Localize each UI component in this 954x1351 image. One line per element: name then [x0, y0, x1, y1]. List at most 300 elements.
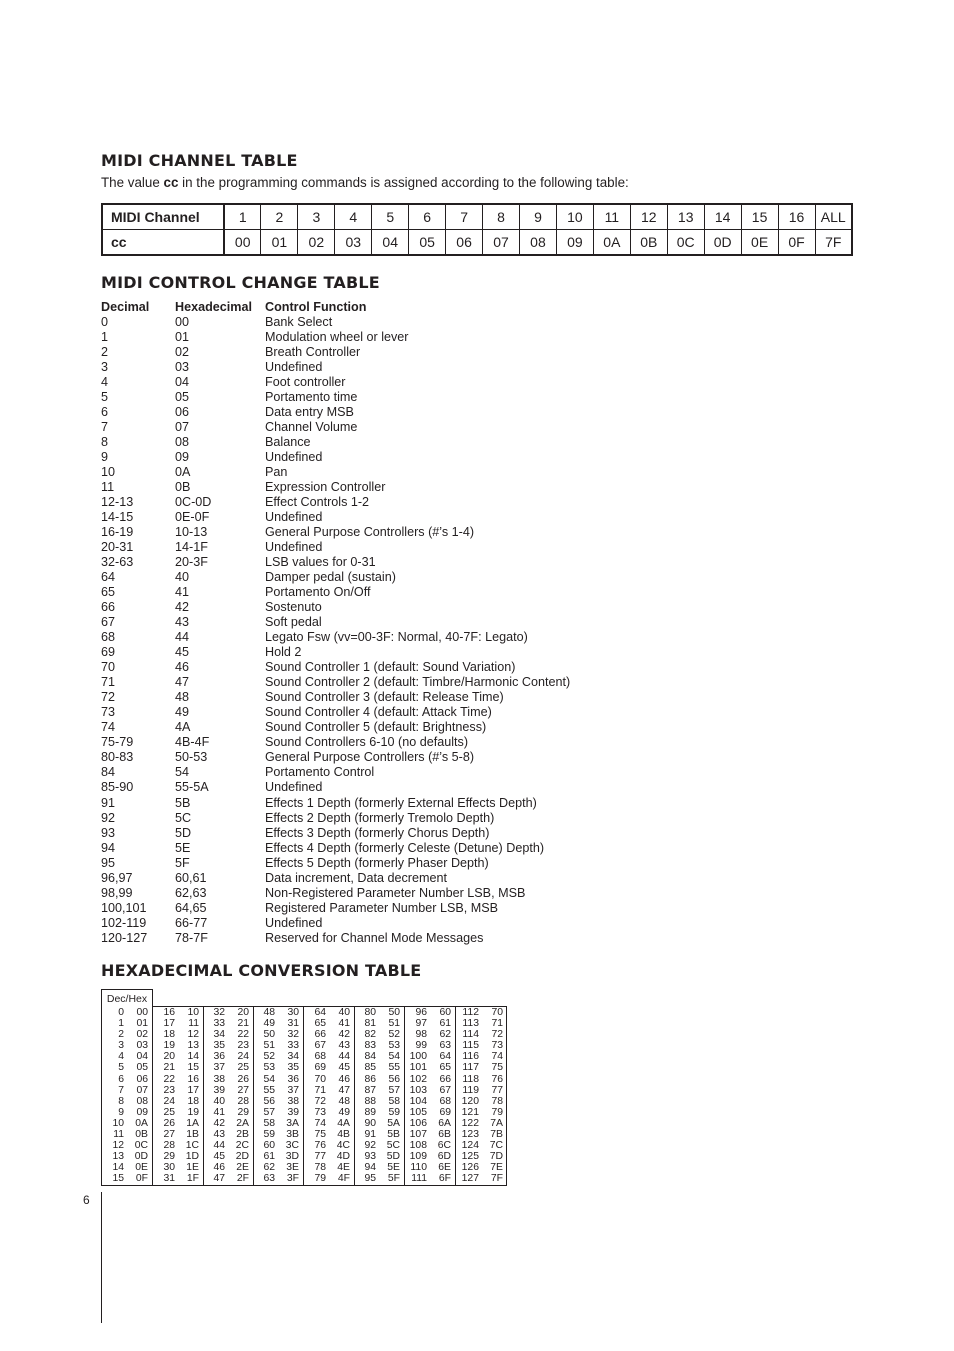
- hex-pair: [204, 1085, 253, 1096]
- hex-value: 5C: [175, 810, 192, 825]
- midi-channel-cell: 6: [409, 204, 446, 230]
- hex-value: 10-13: [175, 525, 208, 540]
- hex-decimal: 60: [263, 1140, 275, 1152]
- hex-value: 40: [175, 570, 190, 585]
- channel-table-title: MIDI CHANNEL TABLE: [101, 151, 298, 170]
- hex-hex: 63: [439, 1040, 451, 1052]
- midi-channel-cell: 15: [741, 204, 778, 230]
- hex-value: 66-77: [175, 915, 208, 930]
- hex-decimal: 102: [409, 1073, 427, 1085]
- hex-pair: [153, 1096, 203, 1107]
- hex-hex: 67: [439, 1084, 451, 1096]
- hex-pair: [153, 1140, 203, 1151]
- hex-decimal: 118: [462, 1073, 479, 1085]
- control-change-row: [101, 735, 601, 750]
- hex-decimal: 27: [163, 1129, 175, 1141]
- hex-pair: [456, 1118, 507, 1129]
- hex-hex: 70: [491, 1007, 503, 1018]
- hex-pair: [204, 1074, 253, 1085]
- hex-decimal: 55: [263, 1084, 275, 1096]
- hex-pair: [254, 1096, 303, 1107]
- decimal-value: 98,99: [101, 885, 133, 900]
- hex-decimal: 98: [415, 1029, 427, 1041]
- hex-hex: 23: [237, 1040, 249, 1052]
- hex-value: 47: [175, 675, 190, 690]
- hex-hex: 7E: [490, 1162, 503, 1174]
- control-function: Sound Controller 4 (default: Attack Time): [265, 705, 492, 720]
- hex-value: 03: [175, 360, 190, 375]
- midi-channel-cell: 2: [261, 204, 298, 230]
- hex-pair: [101, 1040, 152, 1051]
- control-function: Sostenuto: [265, 600, 322, 615]
- hex-pair: [204, 1040, 253, 1051]
- cc-value-cell: 0F: [778, 230, 815, 256]
- hex-decimal: 52: [263, 1051, 275, 1063]
- hex-hex: 18: [187, 1095, 199, 1107]
- decimal-value: 8: [101, 435, 109, 450]
- hex-value: 41: [175, 585, 190, 600]
- hex-hex: 4B: [337, 1129, 350, 1141]
- hex-hex: 6A: [438, 1117, 451, 1129]
- hex-pair: [254, 1140, 303, 1151]
- hex-decimal: 44: [213, 1140, 225, 1152]
- hex-decimal: 45: [213, 1151, 225, 1163]
- hex-decimal: 38: [213, 1073, 225, 1085]
- hex-hex: 5D: [386, 1151, 400, 1163]
- hex-hex: 24: [237, 1051, 249, 1063]
- hex-hex: 59: [388, 1106, 400, 1118]
- hex-decimal: 76: [314, 1140, 326, 1152]
- control-change-row: [101, 675, 601, 690]
- control-change-list: [101, 315, 601, 946]
- decimal-value: 75-79: [101, 735, 134, 750]
- decimal-value: 68: [101, 630, 116, 645]
- hex-decimal: 120: [461, 1095, 479, 1107]
- control-function: Legato Fsw (vv=00-3F: Normal, 40-7F: Legato): [265, 630, 528, 645]
- hex-hex: 46: [338, 1073, 350, 1085]
- hex-hex: 37: [287, 1084, 299, 1096]
- hex-decimal: 53: [263, 1062, 275, 1074]
- hex-hex: 13: [187, 1040, 199, 1052]
- hex-pair: [101, 1118, 152, 1129]
- hex-decimal: 49: [263, 1018, 275, 1030]
- hex-hex: 36: [287, 1073, 299, 1085]
- midi-channel-row: [102, 204, 852, 230]
- hex-hex: 7C: [489, 1140, 503, 1152]
- hex-decimal: 30: [163, 1162, 175, 1174]
- hex-value: 60,61: [175, 870, 207, 885]
- control-change-row: [101, 510, 601, 525]
- hex-decimal: 43: [213, 1129, 225, 1141]
- hex-pair: [405, 1162, 455, 1173]
- hex-hex: 62: [439, 1029, 451, 1041]
- hex-hex: 04: [136, 1051, 148, 1063]
- hex-hex: 05: [136, 1062, 148, 1074]
- hex-hex: 10: [187, 1007, 199, 1018]
- decimal-value: 64: [101, 570, 116, 585]
- hex-decimal: 17: [163, 1018, 175, 1030]
- hex-pair: [405, 1074, 455, 1085]
- hex-decimal: 20: [163, 1051, 175, 1063]
- hex-pair: [456, 1140, 507, 1151]
- hex-pair: [101, 1074, 152, 1085]
- control-function: Channel Volume: [265, 420, 358, 435]
- hex-value: 45: [175, 645, 190, 660]
- control-function: Sound Controller 1 (default: Sound Variation): [265, 660, 516, 675]
- hex-value: 5E: [175, 840, 191, 855]
- hex-pair: [405, 1018, 455, 1029]
- hex-decimal: 127: [461, 1173, 479, 1185]
- midi-channel-cell: ALL: [815, 204, 852, 230]
- control-change-row: [101, 871, 601, 886]
- hex-decimal: 90: [364, 1117, 376, 1129]
- hex-hex: 15: [187, 1062, 199, 1074]
- hex-decimal: 78: [314, 1162, 326, 1174]
- hex-hex: 56: [388, 1073, 400, 1085]
- control-change-row: [101, 525, 601, 540]
- hex-decimal: 31: [163, 1173, 175, 1185]
- hex-decimal: 40: [213, 1095, 225, 1107]
- hex-decimal: 24: [163, 1095, 175, 1107]
- hex-value: 0A: [175, 465, 191, 480]
- hex-value: 42: [175, 600, 190, 615]
- hex-pair: [355, 1085, 404, 1096]
- hex-value: 48: [175, 690, 190, 705]
- hex-hex: 03: [136, 1040, 148, 1052]
- hex-decimal: 107: [409, 1129, 427, 1141]
- hex-value: 49: [175, 705, 190, 720]
- hex-pair: [304, 1040, 354, 1051]
- hex-pair: [304, 1129, 354, 1140]
- control-change-row: [101, 555, 601, 570]
- cc-value-cell: 0D: [704, 230, 741, 256]
- midi-channel-cell: 13: [667, 204, 704, 230]
- cc-value-cell: 07: [483, 230, 520, 256]
- hex-hex: 6F: [438, 1173, 451, 1185]
- hex-decimal: 92: [364, 1140, 376, 1152]
- control-function: Non-Registered Parameter Number LSB, MSB: [265, 885, 526, 900]
- hex-decimal: 21: [163, 1062, 175, 1074]
- hex-pair: [304, 1151, 354, 1162]
- control-change-row: [101, 495, 601, 510]
- hex-hex: 3A: [286, 1117, 299, 1129]
- channel-table-intro: The value cc in the programming commands is assigned according to the following table:: [101, 175, 629, 190]
- hex-decimal: 117: [462, 1062, 479, 1074]
- control-function: General Purpose Controllers (#’s 5-8): [265, 750, 475, 765]
- hex-decimal: 41: [213, 1106, 225, 1118]
- hex-pair: [153, 1107, 203, 1118]
- control-change-row: [101, 841, 601, 856]
- hex-decimal: 97: [415, 1018, 427, 1030]
- control-function: Pan: [265, 465, 288, 480]
- control-change-row: [101, 811, 601, 826]
- hex-pair: [153, 1118, 203, 1129]
- hex-decimal: 99: [415, 1040, 427, 1052]
- control-change-row: [101, 375, 601, 390]
- control-change-row: [101, 630, 601, 645]
- hex-pair: [456, 1096, 507, 1107]
- decimal-value: 71: [101, 675, 116, 690]
- hex-pair: [254, 1007, 303, 1018]
- hex-decimal: 85: [364, 1062, 376, 1074]
- midi-channel-table: [101, 203, 853, 256]
- hex-pair: [304, 1007, 354, 1018]
- control-change-row: [101, 886, 601, 901]
- hex-decimal: 115: [462, 1040, 479, 1052]
- hex-hex: 5B: [387, 1129, 400, 1141]
- control-change-row: [101, 585, 601, 600]
- decimal-column-header: Decimal: [101, 300, 150, 314]
- hex-pair: [405, 1173, 455, 1184]
- hex-hex: 4C: [336, 1140, 350, 1152]
- hex-pair: [355, 1173, 404, 1184]
- hex-hex: 33: [287, 1040, 299, 1052]
- hex-pair: [355, 1118, 404, 1129]
- hex-decimal: 19: [163, 1040, 175, 1052]
- hex-hex: 45: [338, 1062, 350, 1074]
- hex-hex: 53: [388, 1040, 400, 1052]
- midi-channel-cell: 7: [446, 204, 483, 230]
- hex-value: 05: [175, 390, 190, 405]
- hex-decimal: 16: [163, 1007, 175, 1018]
- hex-pair: [304, 1162, 354, 1173]
- decimal-value: 120-127: [101, 930, 148, 945]
- hex-value: 0B: [175, 480, 191, 495]
- hex-decimal: 81: [364, 1018, 376, 1030]
- hex-pair: [254, 1074, 303, 1085]
- hex-hex: 2B: [236, 1129, 249, 1141]
- midi-channel-cell: 16: [778, 204, 815, 230]
- decimal-value: 32-63: [101, 555, 134, 570]
- hex-decimal: 4: [118, 1051, 124, 1063]
- hex-decimal: 57: [263, 1106, 275, 1118]
- hex-value: 5B: [175, 795, 191, 810]
- hex-pair: [153, 1151, 203, 1162]
- hex-hex: 42: [338, 1029, 350, 1041]
- control-change-row: [101, 330, 601, 345]
- hex-pair: [355, 1151, 404, 1162]
- hex-decimal: 109: [409, 1151, 427, 1163]
- hex-decimal: 59: [263, 1129, 275, 1141]
- hex-pair: [204, 1129, 253, 1140]
- hex-pair: [101, 1151, 152, 1162]
- cc-value-cell: 0B: [630, 230, 667, 256]
- hex-hex: 21: [237, 1018, 249, 1030]
- hex-pair: [153, 1018, 203, 1029]
- hex-conversion-table-title: HEXADECIMAL CONVERSION TABLE: [101, 961, 422, 980]
- hex-hex: 73: [491, 1040, 503, 1052]
- hex-pair: [456, 1107, 507, 1118]
- control-change-row: [101, 705, 601, 720]
- hex-pair: [355, 1129, 404, 1140]
- hex-hex: 7F: [490, 1173, 503, 1185]
- hex-pair: [101, 1018, 152, 1029]
- hex-hex: 16: [187, 1073, 199, 1085]
- hex-decimal: 65: [314, 1018, 326, 1030]
- hex-pair: [101, 1096, 152, 1107]
- hex-hex: 2A: [236, 1117, 249, 1129]
- hex-pair: [304, 1018, 354, 1029]
- decimal-value: 0: [101, 315, 109, 329]
- hex-hex: 1B: [186, 1129, 199, 1141]
- control-function: Bank Select: [265, 315, 333, 329]
- hex-decimal: 8: [118, 1095, 124, 1107]
- decimal-value: 9: [101, 450, 109, 465]
- hex-pair: [304, 1062, 354, 1073]
- decimal-value: 14-15: [101, 510, 134, 525]
- hex-pair: [204, 1162, 253, 1173]
- control-function: LSB values for 0-31: [265, 555, 376, 570]
- hex-value: 5F: [175, 855, 190, 870]
- hex-pair: [456, 1074, 507, 1085]
- control-change-row: [101, 931, 601, 946]
- hex-group: [354, 1006, 404, 1186]
- hex-pair: [405, 1040, 455, 1051]
- cc-value-cell: 0E: [741, 230, 778, 256]
- hex-pair: [101, 1140, 152, 1151]
- hex-decimal: 103: [409, 1084, 427, 1096]
- hex-decimal: 15: [112, 1173, 124, 1185]
- cc-value-cell: 00: [224, 230, 261, 256]
- hex-decimal: 75: [314, 1129, 326, 1141]
- hex-hex: 0E: [135, 1162, 148, 1174]
- hex-decimal: 94: [364, 1162, 376, 1174]
- midi-channel-cell: 1: [224, 204, 261, 230]
- hex-hex: 76: [491, 1073, 503, 1085]
- hex-pair: [405, 1140, 455, 1151]
- control-change-row: [101, 645, 601, 660]
- control-change-row: [101, 780, 601, 795]
- control-change-table-title: MIDI CONTROL CHANGE TABLE: [101, 273, 380, 292]
- hex-decimal: 37: [213, 1062, 225, 1074]
- control-change-row: [101, 856, 601, 871]
- hex-hex: 47: [338, 1084, 350, 1096]
- hex-decimal: 56: [263, 1095, 275, 1107]
- control-change-row: [101, 916, 601, 931]
- hex-pair: [254, 1107, 303, 1118]
- hex-pair: [456, 1062, 507, 1073]
- hex-pair: [456, 1162, 507, 1173]
- hex-hex: 66: [439, 1073, 451, 1085]
- hex-hex: 61: [439, 1018, 451, 1030]
- hex-pair: [101, 1107, 152, 1118]
- hex-pair: [456, 1085, 507, 1096]
- hexadecimal-column-header: Hexadecimal: [175, 300, 253, 314]
- hex-decimal: 125: [461, 1151, 479, 1163]
- midi-channel-cell: 14: [704, 204, 741, 230]
- hex-group: [152, 1006, 203, 1186]
- hex-decimal: 42: [213, 1117, 225, 1129]
- control-change-row: [101, 660, 601, 675]
- hex-hex: 65: [439, 1062, 451, 1074]
- hex-pair: [153, 1029, 203, 1040]
- hex-hex: 4D: [336, 1151, 350, 1163]
- hex-pair: [204, 1096, 253, 1107]
- hex-hex: 7D: [489, 1151, 503, 1163]
- hex-pair: [204, 1051, 253, 1062]
- hex-decimal: 105: [409, 1106, 427, 1118]
- hex-pair: [456, 1129, 507, 1140]
- hex-pair: [153, 1129, 203, 1140]
- hex-pair: [101, 1162, 152, 1173]
- hex-decimal: 72: [314, 1095, 326, 1107]
- hex-hex: 2F: [236, 1173, 249, 1185]
- hex-hex: 78: [491, 1095, 503, 1107]
- control-function: Foot controller: [265, 375, 346, 390]
- hex-hex: 3F: [286, 1173, 299, 1185]
- hex-hex: 27: [237, 1084, 249, 1096]
- hex-pair: [254, 1029, 303, 1040]
- control-change-row: [101, 901, 601, 916]
- control-function-column-header: Control Function: [265, 300, 367, 314]
- hex-decimal: 69: [314, 1062, 326, 1074]
- hex-value: 4B-4F: [175, 735, 210, 750]
- hex-hex: 3E: [286, 1162, 299, 1174]
- hex-decimal: 101: [409, 1062, 427, 1074]
- hex-decimal: 106: [409, 1117, 427, 1129]
- hex-decimal: 3: [118, 1040, 124, 1052]
- hex-decimal: 83: [364, 1040, 376, 1052]
- hex-pair: [254, 1162, 303, 1173]
- hex-pair: [101, 1062, 152, 1073]
- midi-channel-cell: 9: [520, 204, 557, 230]
- hex-hex: 02: [136, 1029, 148, 1041]
- control-change-row: [101, 765, 601, 780]
- hex-hex: 51: [388, 1018, 400, 1030]
- hex-hex: 49: [338, 1106, 350, 1118]
- decimal-value: 3: [101, 360, 109, 375]
- hex-pair: [304, 1107, 354, 1118]
- hex-hex: 5F: [387, 1173, 400, 1185]
- hex-decimal: 7: [118, 1084, 124, 1096]
- hex-pair: [101, 1173, 152, 1184]
- hex-decimal: 89: [364, 1106, 376, 1118]
- hex-hex: 00: [136, 1007, 148, 1018]
- hex-hex: 14: [187, 1051, 199, 1063]
- hex-hex: 72: [491, 1029, 503, 1041]
- decimal-value: 67: [101, 615, 116, 630]
- hex-hex: 3C: [285, 1140, 299, 1152]
- hex-pair: [456, 1018, 507, 1029]
- hex-group: [455, 1006, 507, 1186]
- hex-pair: [456, 1173, 507, 1184]
- hex-decimal: 10: [112, 1117, 124, 1129]
- control-function: Effects 2 Depth (formerly Tremolo Depth): [265, 810, 495, 825]
- control-function: Registered Parameter Number LSB, MSB: [265, 900, 499, 915]
- cc-value-cell: 0C: [667, 230, 704, 256]
- hex-pair: [355, 1140, 404, 1151]
- decimal-value: 11: [101, 480, 115, 495]
- hex-decimal: 121: [461, 1106, 479, 1118]
- hex-decimal: 84: [364, 1051, 376, 1063]
- hex-pair: [405, 1151, 455, 1162]
- hex-hex: 3D: [285, 1151, 299, 1163]
- hex-decimal: 119: [462, 1084, 479, 1096]
- hex-pair: [355, 1007, 404, 1018]
- control-change-row: [101, 420, 601, 435]
- control-change-row: [101, 796, 601, 811]
- hex-group: [203, 1006, 253, 1186]
- decimal-value: 84: [101, 765, 116, 780]
- decimal-value: 92: [101, 810, 116, 825]
- hex-hex: 26: [237, 1073, 249, 1085]
- hex-hex: 5A: [387, 1117, 400, 1129]
- hex-hex: 0A: [135, 1117, 148, 1129]
- control-function: Sound Controllers 6-10 (no defaults): [265, 735, 469, 750]
- hex-hex: 44: [338, 1051, 350, 1063]
- control-change-row: [101, 345, 601, 360]
- hex-pair: [254, 1118, 303, 1129]
